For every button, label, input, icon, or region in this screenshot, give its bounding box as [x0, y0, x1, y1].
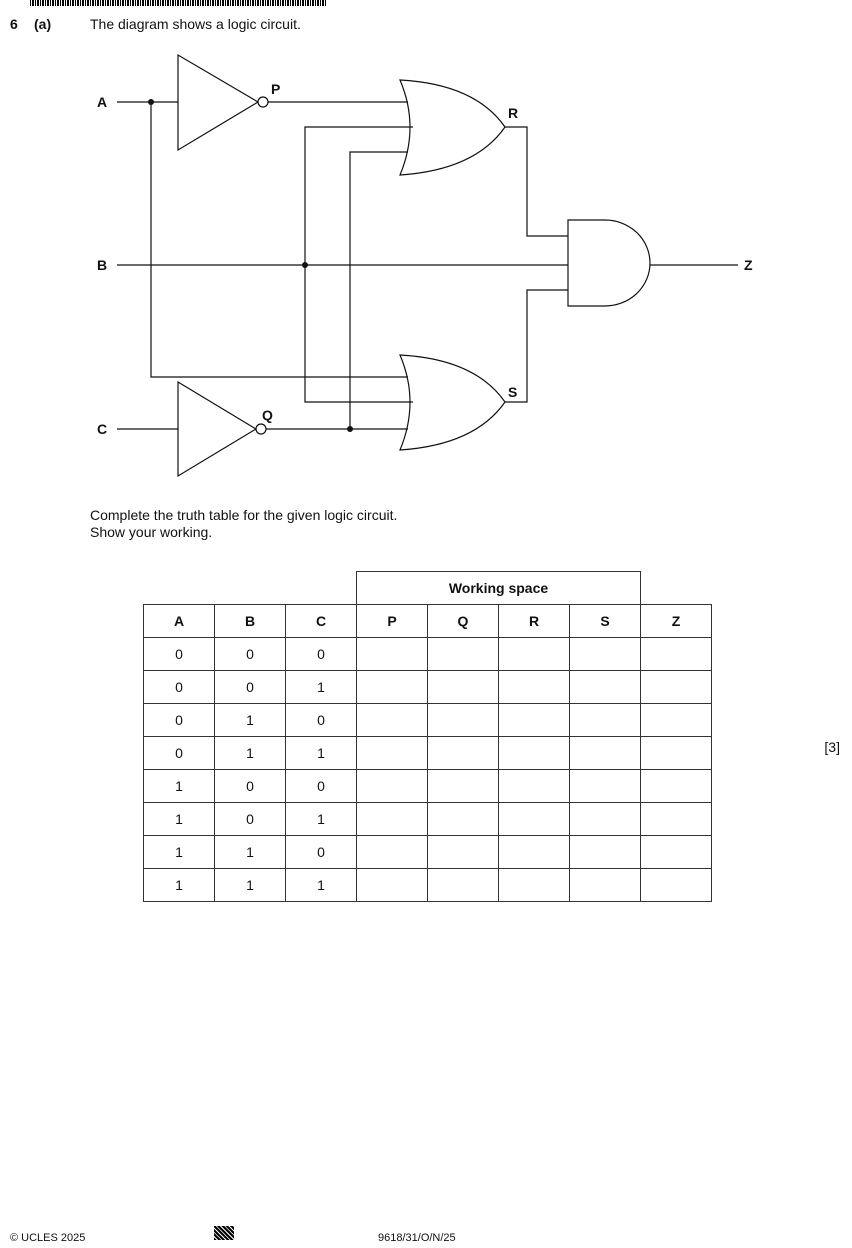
footer-copyright: © UCLES 2025 — [10, 1232, 86, 1244]
col-header-c: C — [286, 605, 357, 638]
marks: [3] — [824, 739, 840, 755]
answer-cell[interactable] — [499, 704, 570, 737]
and-gate-z — [568, 220, 650, 306]
label-q: Q — [262, 407, 273, 423]
table-row — [144, 770, 712, 803]
col-header-r: R — [499, 605, 570, 638]
answer-cell[interactable] — [499, 836, 570, 869]
answer-cell[interactable] — [641, 638, 712, 671]
answer-cell[interactable] — [357, 671, 428, 704]
label-b: B — [97, 257, 108, 273]
input-cell: 1 — [144, 836, 215, 869]
input-cell: 0 — [215, 803, 286, 836]
input-cell: 1 — [286, 869, 357, 902]
label-p: P — [271, 81, 281, 97]
table-row — [144, 704, 712, 737]
input-cell: 0 — [215, 671, 286, 704]
input-cell: 0 — [286, 704, 357, 737]
answer-cell[interactable] — [641, 770, 712, 803]
not-gate-q — [178, 382, 256, 476]
answer-cell[interactable] — [499, 737, 570, 770]
truth-table — [143, 571, 712, 902]
input-cell: 0 — [286, 638, 357, 671]
logic-circuit-diagram — [0, 0, 852, 490]
input-cell: 1 — [144, 869, 215, 902]
label-a: A — [97, 94, 108, 110]
input-cell: 0 — [286, 770, 357, 803]
col-header-q: Q — [428, 605, 499, 638]
answer-cell[interactable] — [499, 671, 570, 704]
table-row — [144, 836, 712, 869]
question-number: 6 — [10, 16, 18, 32]
answer-cell[interactable] — [357, 737, 428, 770]
answer-cell[interactable] — [357, 803, 428, 836]
answer-cell[interactable] — [428, 671, 499, 704]
col-header-b: B — [215, 605, 286, 638]
column-header-row — [144, 605, 712, 638]
answer-cell[interactable] — [570, 638, 641, 671]
or-gate-s — [400, 355, 505, 450]
input-cell: 1 — [144, 803, 215, 836]
label-s: S — [508, 384, 518, 400]
table-row — [144, 869, 712, 902]
input-cell: 1 — [215, 704, 286, 737]
answer-cell[interactable] — [570, 737, 641, 770]
answer-cell[interactable] — [428, 836, 499, 869]
footer-code: 9618/31/O/N/25 — [378, 1232, 456, 1244]
answer-cell[interactable] — [641, 869, 712, 902]
answer-cell[interactable] — [428, 737, 499, 770]
input-cell: 0 — [144, 638, 215, 671]
input-cell: 0 — [144, 671, 215, 704]
answer-cell[interactable] — [428, 770, 499, 803]
working-space-header: Working space — [357, 572, 641, 605]
table-row — [144, 638, 712, 671]
answer-cell[interactable] — [641, 737, 712, 770]
col-header-z: Z — [641, 605, 712, 638]
question-intro: The diagram shows a logic circuit. — [90, 16, 301, 32]
answer-cell[interactable] — [641, 836, 712, 869]
label-r: R — [508, 105, 519, 121]
answer-cell[interactable] — [641, 803, 712, 836]
col-header-p: P — [357, 605, 428, 638]
answer-cell[interactable] — [499, 770, 570, 803]
or-gate-r — [400, 80, 505, 175]
input-cell: 0 — [215, 638, 286, 671]
input-cell: 0 — [144, 737, 215, 770]
instruction-line-1: Complete the truth table for the given logic circuit. — [90, 507, 398, 523]
table-row — [144, 803, 712, 836]
input-cell: 1 — [286, 671, 357, 704]
working-space-header-row — [144, 572, 712, 605]
table-row — [144, 671, 712, 704]
answer-cell[interactable] — [357, 869, 428, 902]
answer-cell[interactable] — [428, 869, 499, 902]
instruction-line-2: Show your working. — [90, 524, 213, 540]
col-header-s: S — [570, 605, 641, 638]
input-cell: 1 — [215, 836, 286, 869]
answer-cell[interactable] — [357, 770, 428, 803]
answer-cell[interactable] — [428, 638, 499, 671]
input-cell: 1 — [215, 869, 286, 902]
input-cell: 1 — [215, 737, 286, 770]
answer-cell[interactable] — [570, 869, 641, 902]
col-header-a: A — [144, 605, 215, 638]
answer-cell[interactable] — [357, 638, 428, 671]
input-cell: 1 — [286, 737, 357, 770]
input-cell: 0 — [215, 770, 286, 803]
input-cell: 1 — [286, 803, 357, 836]
answer-cell[interactable] — [357, 704, 428, 737]
answer-cell[interactable] — [641, 671, 712, 704]
answer-cell[interactable] — [570, 704, 641, 737]
answer-cell[interactable] — [499, 638, 570, 671]
input-cell: 0 — [286, 836, 357, 869]
qr-code — [214, 1226, 234, 1240]
answer-cell[interactable] — [570, 671, 641, 704]
label-c: C — [97, 421, 108, 437]
answer-cell[interactable] — [570, 836, 641, 869]
table-row — [144, 737, 712, 770]
answer-cell[interactable] — [570, 770, 641, 803]
answer-cell[interactable] — [428, 803, 499, 836]
label-z: Z — [744, 257, 753, 273]
not-gate-p — [178, 55, 258, 150]
input-cell: 0 — [144, 704, 215, 737]
answer-cell[interactable] — [499, 803, 570, 836]
answer-cell[interactable] — [570, 803, 641, 836]
answer-cell[interactable] — [499, 869, 570, 902]
answer-cell[interactable] — [428, 704, 499, 737]
input-cell: 1 — [144, 770, 215, 803]
question-part: (a) — [34, 16, 52, 32]
answer-cell[interactable] — [641, 704, 712, 737]
answer-cell[interactable] — [357, 836, 428, 869]
